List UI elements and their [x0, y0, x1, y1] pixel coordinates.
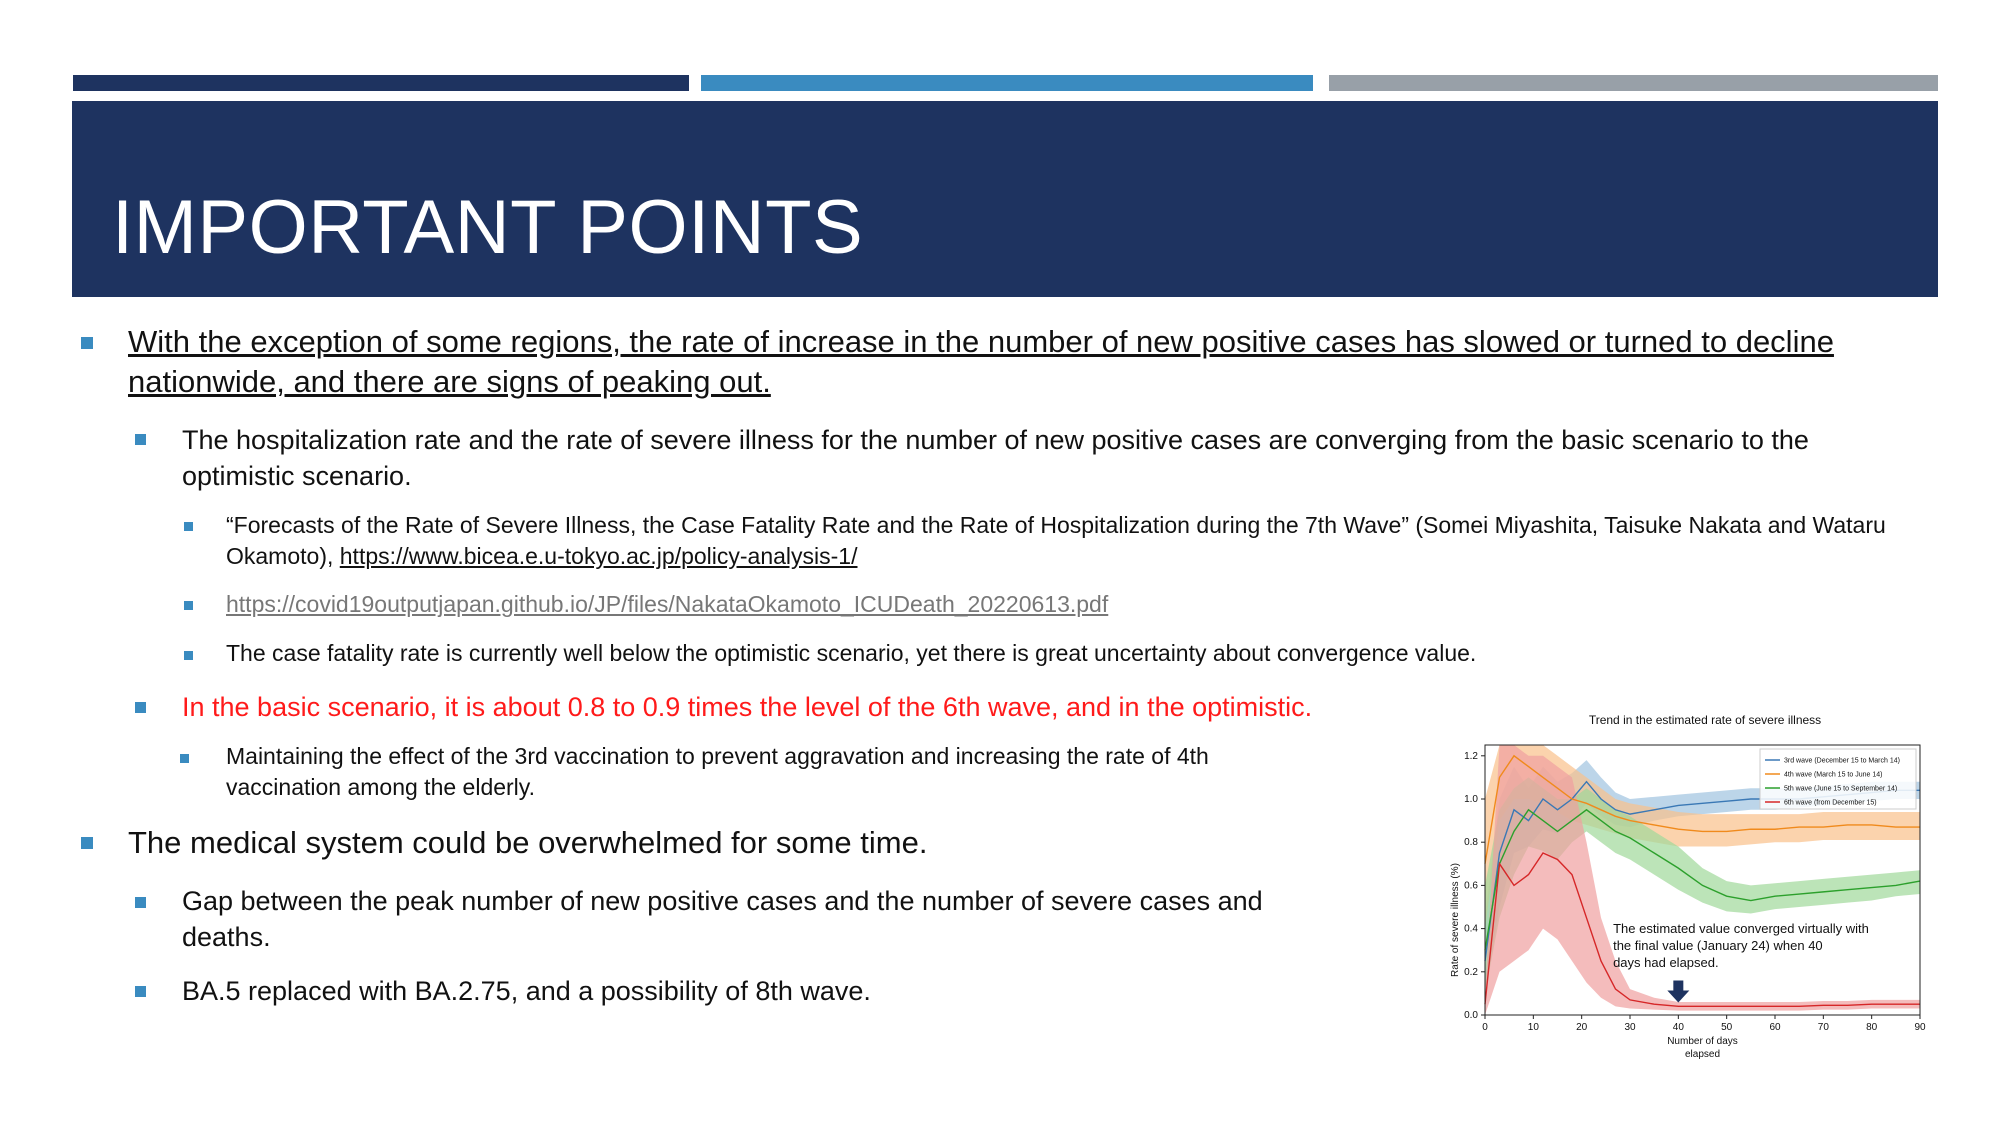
accent-bar-gray	[1329, 75, 1938, 91]
x-tick-label: 30	[1624, 1022, 1636, 1033]
legend-entry: 4th wave (March 15 to June 14)	[1784, 771, 1883, 779]
sub4-text: BA.5 replaced with BA.2.75, and a possibility of 8th wave.	[182, 976, 871, 1006]
bullet-sub2	[135, 702, 146, 713]
sub3-text: Gap between the peak number of new positive cases and the number of severe cases and deaths.	[182, 886, 1263, 952]
chart-title: Trend in the estimated rate of severe illness	[1588, 713, 1822, 727]
x-tick-label: 40	[1672, 1022, 1684, 1033]
ref1-citation: “Forecasts of the Rate of Severe Illness, the Case Fatality Rate and the Rate of Hospitalization during the 7th Wave” (Somei Miyashita, Taisuke Nakata and Wataru Okamoto),	[226, 512, 1886, 569]
x-axis-label: Number of days elapsed	[1667, 1036, 1738, 1060]
ref1-link[interactable]: https://www.bicea.e.u-tokyo.ac.jp/policy-analysis-1/	[339, 543, 858, 569]
bullet-point2	[81, 837, 93, 849]
title-banner	[72, 101, 1938, 297]
y-tick-label: 0.6	[1464, 880, 1478, 892]
y-axis-ticks	[1464, 751, 1485, 1021]
y-tick-label: 0.8	[1464, 837, 1478, 849]
chart-legend	[1760, 749, 1916, 809]
x-tick-label: 20	[1576, 1022, 1588, 1033]
scenario-red-text: In the basic scenario, it is about 0.8 to 0.9 times the level of the 6th wave, and in the optimistic.	[182, 692, 1313, 722]
slide-title: IMPORTANT POINTS	[112, 185, 864, 270]
y-tick-label: 1.0	[1464, 794, 1478, 805]
bullet-vaccination	[180, 754, 189, 763]
x-tick-label: 0	[1482, 1022, 1488, 1033]
sub1-text: The hospitalization rate and the rate of severe illness for the number of new positive cases are converging from the basic scenario to the optimistic scenario.	[182, 425, 1809, 491]
x-tick-label: 70	[1817, 1022, 1829, 1033]
accent-bar-dark	[73, 75, 689, 91]
legend-entry: 3rd wave (December 15 to March 14)	[1784, 757, 1900, 765]
arrow-shape	[1667, 980, 1689, 1002]
severe-illness-chart	[1435, 705, 1935, 1060]
point2-text: The medical system could be overwhelmed for some time.	[128, 825, 928, 860]
bullet-sub1	[135, 434, 146, 445]
bullet-point1	[81, 337, 93, 349]
chart-annotation: The estimated value converged virtually with the final value (January 24) when 40 days had elapsed.	[1613, 920, 1869, 970]
bullet-ref1	[184, 522, 193, 531]
bullet-ref3	[184, 651, 193, 660]
bullet-ref2	[184, 601, 193, 610]
ref1-text	[226, 510, 1926, 572]
point1-text: With the exception of some regions, the rate of increase in the number of new positive cases has slowed or turned to decline nationwide, and there are signs of peaking out.	[128, 324, 1834, 399]
x-tick-label: 60	[1769, 1022, 1781, 1033]
x-tick-label: 10	[1527, 1022, 1539, 1033]
legend-entry: 6th wave (from December 15)	[1784, 799, 1877, 807]
x-tick-label: 90	[1914, 1022, 1926, 1033]
ref2-link[interactable]: https://covid19outputjapan.github.io/JP/files/NakataOkamoto_ICUDeath_20220613.pdf	[226, 591, 1109, 617]
bullet-sub4	[135, 986, 146, 997]
y-axis-label: Rate of severe illness (%)	[1450, 863, 1461, 977]
x-tick-label: 50	[1721, 1022, 1733, 1033]
accent-bar-blue	[701, 75, 1313, 91]
legend-entry: 5th wave (June 15 to September 14)	[1784, 785, 1898, 793]
x-axis-ticks	[1482, 1015, 1926, 1033]
down-arrow-icon	[1667, 980, 1689, 1002]
vaccination-text: Maintaining the effect of the 3rd vaccination to prevent aggravation and increasing the rate of 4th vaccination among the elderly.	[226, 743, 1209, 800]
y-tick-label: 0.4	[1464, 923, 1478, 935]
ref3-text: The case fatality rate is currently well below the optimistic scenario, yet there is great uncertainty about convergence value.	[226, 640, 1477, 666]
bullet-sub3	[135, 897, 146, 908]
y-tick-label: 0.0	[1464, 1010, 1478, 1021]
x-tick-label: 80	[1866, 1022, 1878, 1033]
y-tick-label: 0.2	[1464, 966, 1478, 978]
y-tick-label: 1.2	[1464, 750, 1478, 762]
